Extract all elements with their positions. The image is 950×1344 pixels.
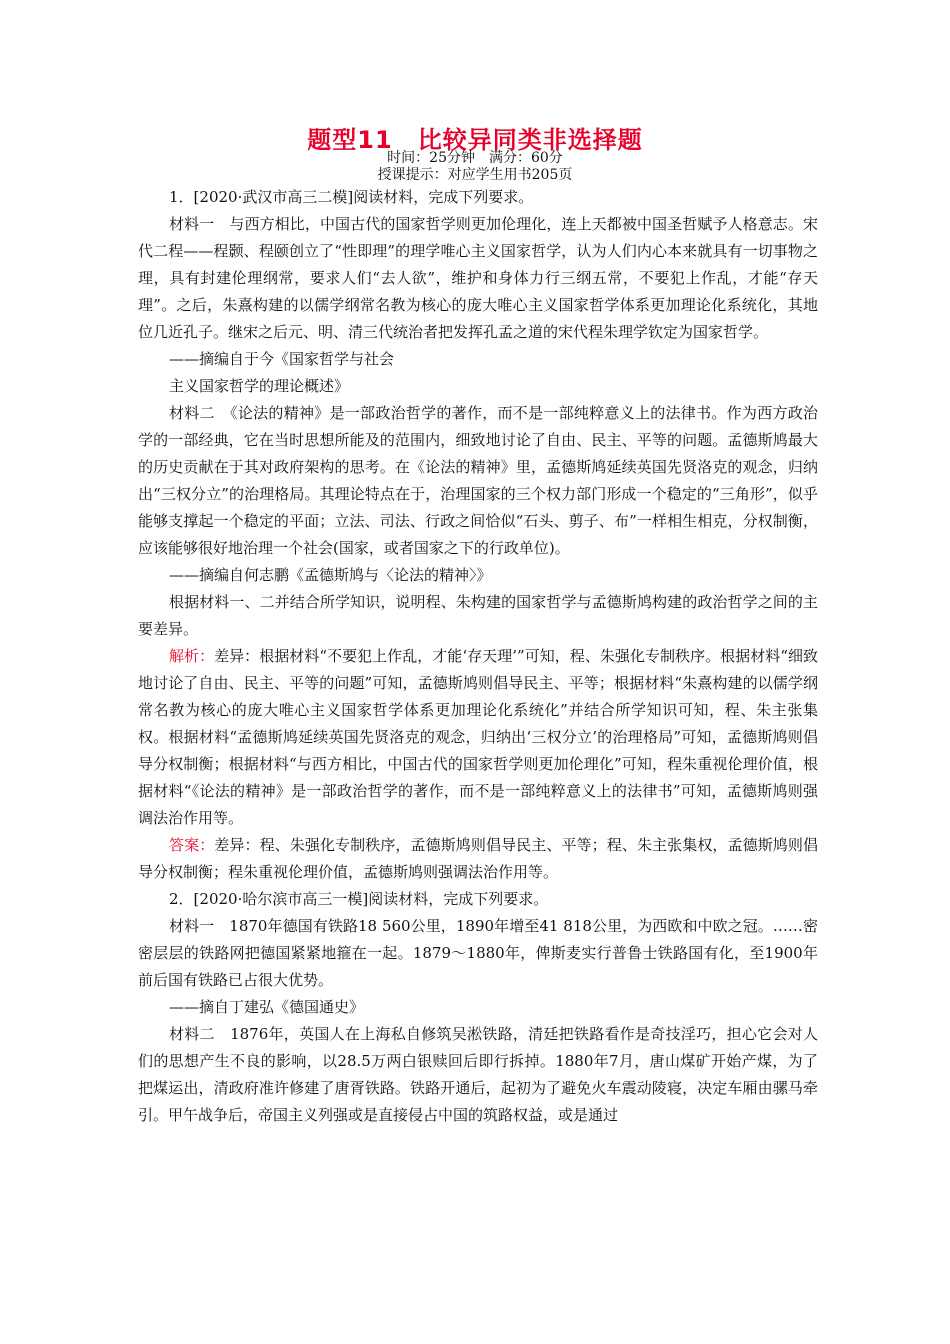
answer-label: 答案：: [169, 836, 215, 854]
analysis-text: 差异：根据材料“不要犯上作乱，才能‘存天理’”可知，程、朱强化专制秩序。根据材料“细致地讨论了自由、民主、平等的问题”可知，孟德斯鸠则倡导民主、平等；根据材料“朱熹构建的以儒学纲常名教为核心的庞大唯心主义国家哲学体系更加理论化系统化”并结合所学知识可知，程、朱主张集权。根据材料“孟德斯鸠延续英国先贤洛克的观念，归纳出‘三权分立’的治理格局”可知，孟德斯鸠则倡导分权制衡；根据材料“与西方相比，中国古代的国家哲学则更加伦理化”可知，程朱重视伦理价值，根据材料“《论法的精神》是一部政治哲学的著作，而不是一部纯粹意义上的法律书”可知，孟德斯鸠则强调法治作用等。: [138, 647, 818, 827]
q1-analysis: [138, 643, 818, 832]
q2-header: 2．[2020·哈尔滨市高三一模]阅读材料，完成下列要求。: [169, 890, 549, 908]
document-body: [138, 184, 818, 1129]
time-score-info: 时间：25分钟 满分：60分: [387, 150, 563, 166]
analysis-label: 解析：: [169, 647, 215, 665]
q1-question: 根据材料一、二并结合所学知识，说明程、朱构建的国家哲学与孟德斯鸠构建的政治哲学之间的主要差异。: [138, 593, 818, 638]
q2-source1: ——摘自丁建弘《德国通史》: [169, 998, 365, 1016]
q1-answer: [138, 832, 818, 886]
answer-text: 差异：程、朱强化专制秩序，孟德斯鸠则倡导民主、平等；程、朱主张集权，孟德斯鸠则倡导分权制衡；程朱重视伦理价值，孟德斯鸠则强调法治作用等。: [138, 836, 818, 881]
q1-source1-line2: 主义国家哲学的理论概述》: [169, 377, 350, 395]
page-title: 题型11 比较异同类非选择题: [307, 126, 643, 154]
q2-material2: 材料二 1876年，英国人在上海私自修筑吴淞铁路，清廷把铁路看作是奇技淫巧，担心它会对人们的思想产生不良的影响，以28.5万两白银赎回后即行拆掉。1880年7月，唐山煤矿开始产煤，为了把煤运出，清政府准许修建了唐胥铁路。铁路开通后，起初为了避免火车震动陵寝，决定车厢由骡马牵引。甲午战争后，帝国主义列强或是直接侵占中国的筑路权益，或是通过: [138, 1025, 818, 1124]
q1-source2: ——摘编自何志鹏《孟德斯鸠与〈论法的精神〉》: [169, 566, 492, 584]
q1-header: 1．[2020·武汉市高三二模]阅读材料，完成下列要求。: [169, 188, 534, 206]
q1-source1-line1: ——摘编自于今《国家哲学与社会: [169, 350, 395, 368]
q1-material2: 材料二 《论法的精神》是一部政治哲学的著作，而不是一部纯粹意义上的法律书。作为西方政治学的一部经典，它在当时思想所能及的范围内，细致地讨论了自由、民主、平等的问题。孟德斯鸠最大的历史贡献在于其对政府架构的思考。在《论法的精神》里，孟德斯鸠延续英国先贤洛克的观念，归纳出“三权分立”的治理格局。其理论特点在于，治理国家的三个权力部门形成一个稳定的“三角形”，似乎能够支撑起一个稳定的平面；立法、司法、行政之间恰似“石头、剪子、布”一样相生相克，分权制衡，应该能够很好地治理一个社会(国家，或者国家之下的行政单位)。: [138, 404, 818, 557]
q2-material1: 材料一 1870年德国有铁路18 560公里，1890年增至41 818公里，为西欧和中欧之冠。……密密层层的铁路网把德国紧紧地箍在一起。1879～1880年，俾斯麦实行普鲁士铁路国有化，至1900年前后国有铁路已占很大优势。: [138, 917, 818, 989]
q1-material1: 材料一 与西方相比，中国古代的国家哲学则更加伦理化，连上天都被中国圣哲赋予人格意志。宋代二程——程颢、程颐创立了“性即理”的理学唯心主义国家哲学，认为人们内心本来就具有一切事物之理，具有封建伦理纲常，要求人们“去人欲”，维护和身体力行三纲五常，不要犯上作乱，才能“存天理”。之后，朱熹构建的以儒学纲常名教为核心的庞大唯心主义国家哲学体系更加理论化系统化，其地位几近孔子。继宋之后元、明、清三代统治者把发挥孔孟之道的宋代程朱理学钦定为国家哲学。: [138, 215, 818, 341]
teaching-hint: 授课提示：对应学生用书205页: [377, 167, 573, 183]
